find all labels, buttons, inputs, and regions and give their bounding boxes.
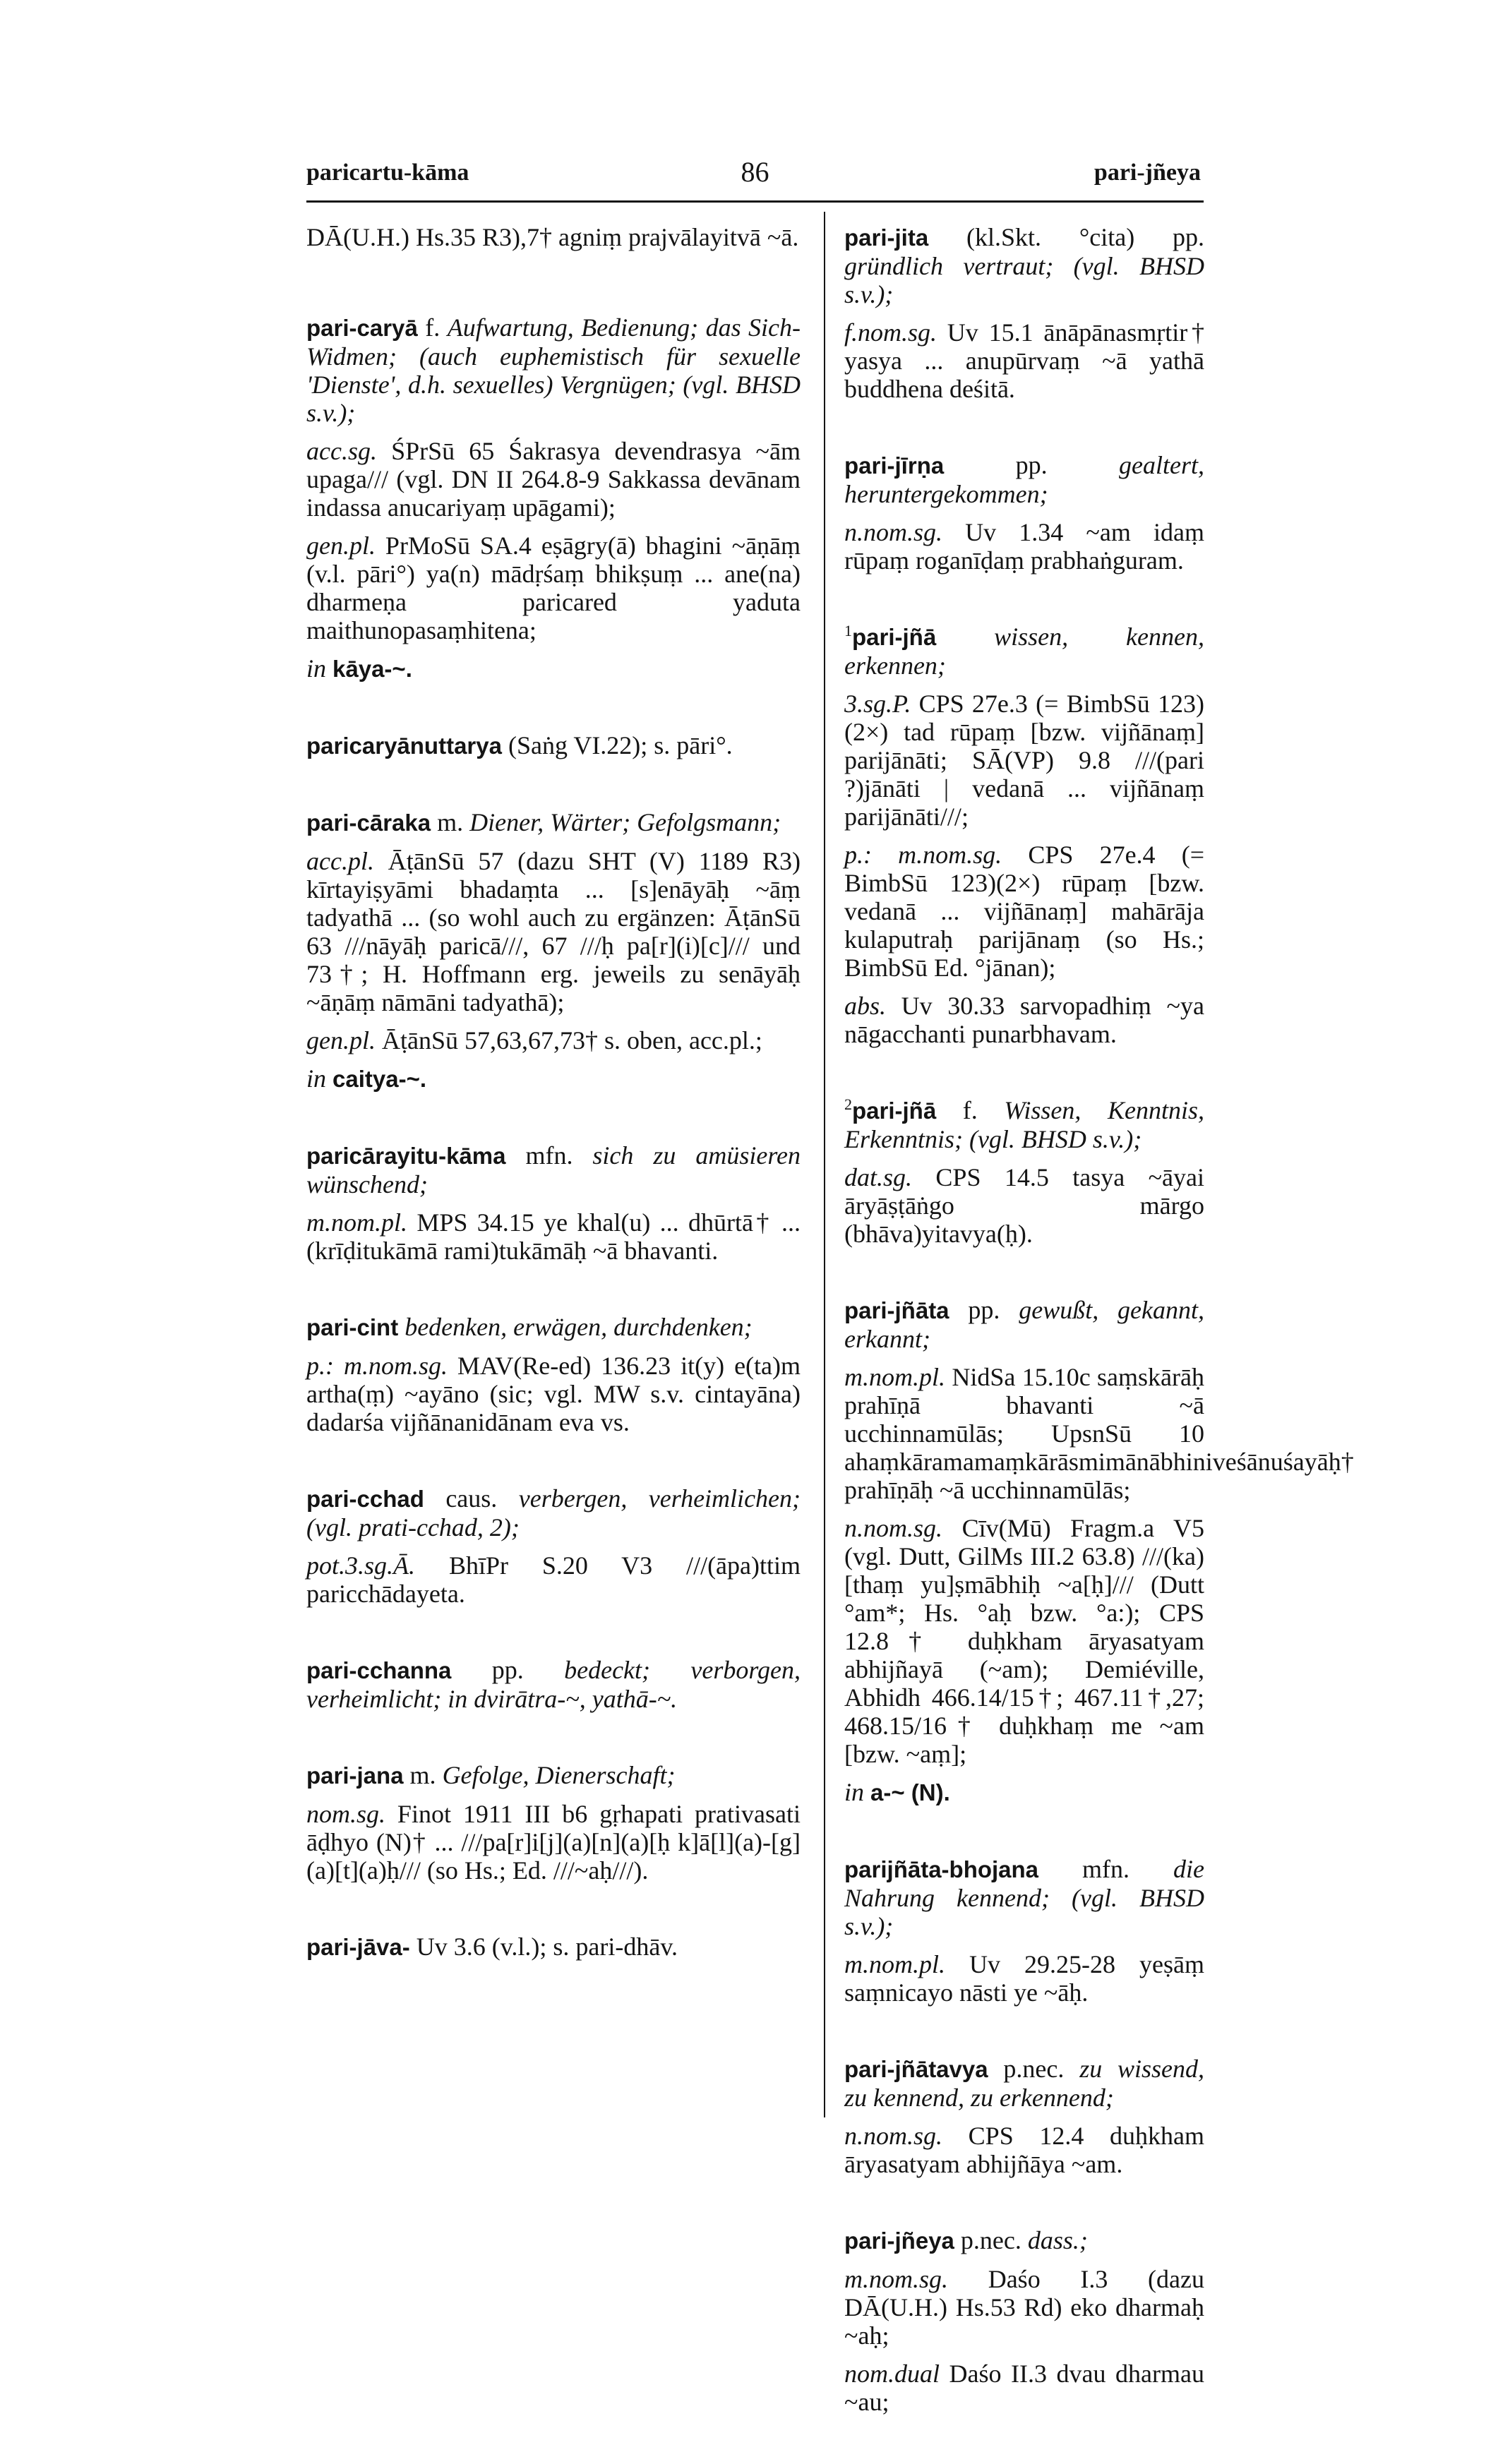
definition: wissen, kennen, erkennen; xyxy=(844,623,1204,680)
headword: pari-cchad xyxy=(306,1486,424,1512)
citation: ĀṭānSū 57 (dazu SHT (V) 1189 R3) kīrtayiṣyāmi bhadaṃta ... [s]enāyāḥ ~āṃ tadyathā ... (so wohl auch zu ergänzen: ĀṭānSū 63 ///nāyāḥ paricā///, 67 ///ḥ pa[r](i)[c]/// und 73†; H. Hoffmann erg. jeweils zu senāyāḥ ~āṇāṃ nāmāni tadyathā); xyxy=(306,847,801,1016)
headword: pari-jita xyxy=(844,224,929,251)
headword: paricaryānuttarya xyxy=(306,733,502,759)
definition: Diener, Wärter; Gefolgsmann; xyxy=(469,808,781,836)
headword: pari-cchanna xyxy=(306,1657,452,1683)
citation: Uv 30.33 sarvopadhiṃ ~ya nāgacchanti punarbhavam. xyxy=(844,992,1204,1048)
form-label: nom.sg. xyxy=(306,1800,386,1828)
citation: BhīPr S.20 V3 ///(āpa)ttim paricchādayeta. xyxy=(306,1551,801,1608)
dictionary-entry xyxy=(306,223,801,251)
definition: zu wissend, zu kennend, zu erkennend; xyxy=(844,2055,1205,2112)
grammar: p.nec. xyxy=(1003,2055,1065,2083)
dictionary-entry xyxy=(306,1656,801,1713)
definition: gealtert, heruntergekommen; xyxy=(844,451,1204,508)
left-column xyxy=(306,223,801,2009)
dictionary-entry xyxy=(844,1096,1204,1248)
grammar: pp. xyxy=(1015,451,1048,479)
form-label: in xyxy=(306,654,327,683)
definition: bedenken, erwägen, durchdenken; xyxy=(405,1313,753,1341)
dictionary-entry xyxy=(844,223,1204,403)
dictionary-entry xyxy=(844,451,1204,575)
form-label: pot.3.sg.Ā. xyxy=(306,1551,416,1580)
citation: Daśo II.3 dvau dharmau ~au; xyxy=(844,2360,1205,2416)
dictionary-entry xyxy=(306,313,801,683)
cross-reference: Uv 3.6 (v.l.); s. pari-dhāv. xyxy=(416,1933,678,1961)
form-label: 3.sg.P. xyxy=(844,690,911,718)
headword: pari-cāraka xyxy=(306,810,431,836)
entry-continuation: DĀ(U.H.) Hs.35 R3),7† agniṃ prajvālayitvā ~ā. xyxy=(306,223,799,251)
headword: parijñāta-bhojana xyxy=(844,1856,1039,1882)
form-label: dat.sg. xyxy=(844,1163,913,1191)
grammar: mfn. xyxy=(525,1141,573,1170)
headword: pari-jñā xyxy=(852,624,937,650)
citation: Daśo I.3 (dazu DĀ(U.H.) Hs.53 Rd) eko dharmaḥ ~aḥ; xyxy=(844,2265,1204,2350)
citation: CPS 12.4 duḥkham āryasatyam abhijñāya ~am. xyxy=(844,2122,1204,2178)
definition: Aufwartung, Bedienung; das Sich-Widmen; (auch euphemistisch für sexuelle 'Dienste', d.h. sexuelles) Vergnügen; (vgl. BHSD s.v.); xyxy=(306,313,801,427)
dictionary-entry xyxy=(844,623,1204,1048)
running-head-left: paricartu-kāma xyxy=(306,160,469,186)
headword: pari-cint xyxy=(306,1314,399,1340)
headword: pari-caryā xyxy=(306,315,418,341)
dictionary-entry xyxy=(306,808,801,1093)
right-column xyxy=(844,223,1354,2464)
definition: Wissen, Kenntnis, Erkenntnis; (vgl. BHSD s.v.); xyxy=(844,1096,1204,1153)
dictionary-entry xyxy=(306,1761,801,1885)
headword: pari-jāva- xyxy=(306,1934,410,1960)
dictionary-entry xyxy=(844,1296,1354,1807)
form-label: m.nom.pl. xyxy=(844,1363,945,1391)
compound-ref: a-~ (N). xyxy=(870,1779,950,1805)
form-label: in xyxy=(844,1778,865,1806)
definition: Gefolge, Dienerschaft; xyxy=(442,1761,676,1789)
grammar: pp. xyxy=(491,1656,524,1684)
headword: paricārayitu-kāma xyxy=(306,1143,506,1169)
form-label: f.nom.sg. xyxy=(844,318,937,347)
citation: Uv 1.34 ~am idaṃ rūpaṃ roganīḍaṃ prabhaṅguram. xyxy=(844,518,1205,575)
grammar: f. xyxy=(425,313,441,342)
citation: MPS 34.15 ye khal(u) ... dhūrtā† ... (krīḍitukāmā rami)tukāmāḥ ~ā bhavanti. xyxy=(306,1208,801,1265)
page-number: 86 xyxy=(741,156,769,188)
cross-reference: (Saṅg VI.22); s. pāri°. xyxy=(508,731,733,759)
form-label: n.nom.sg. xyxy=(844,1514,943,1542)
form-label: gen.pl. xyxy=(306,531,376,560)
headword: pari-jñeya xyxy=(844,2228,954,2254)
dictionary-entry xyxy=(306,731,801,760)
grammar: m. xyxy=(437,808,464,836)
definition: sich zu amüsieren wünschend; xyxy=(306,1141,801,1198)
grammar: mfn. xyxy=(1082,1855,1130,1883)
citation: Uv 15.1 ānāpānasmṛtir† yasya ... anupūrvaṃ ~ā yathā buddhena deśitā. xyxy=(844,318,1205,403)
dictionary-entry xyxy=(306,1141,801,1265)
definition: die Nahrung kennend; (vgl. BHSD s.v.); xyxy=(844,1855,1204,1940)
column-divider xyxy=(824,212,825,2117)
citation: CPS 27e.3 (= BimbSū 123)(2×) tad rūpaṃ [bzw. vijñānaṃ] parijānāti; SĀ(VP) 9.8 ///(pari ?)jānāti | vedanā ... vijñānaṃ parijānāti///; xyxy=(844,690,1204,831)
definition: bedeckt; verborgen, verheimlicht; in dvirātra-~, yathā-~. xyxy=(306,1656,801,1713)
homonym-number: 1 xyxy=(844,622,852,639)
headword: pari-jīrṇa xyxy=(844,452,945,479)
grammar: pp. xyxy=(968,1296,1000,1324)
form-label: in xyxy=(306,1064,327,1093)
form-label: nom.dual xyxy=(844,2360,940,2388)
compound-ref: caitya-~. xyxy=(332,1066,427,1092)
headword: pari-jñāta xyxy=(844,1297,949,1323)
citation: Uv 29.25-28 yeṣāṃ saṃnicayo nāsti ye ~āḥ. xyxy=(844,1950,1204,2007)
form-label: m.nom.pl. xyxy=(844,1950,945,1978)
dictionary-entry xyxy=(844,2055,1204,2178)
citation: ŚPrSū 65 Śakrasya devendrasya ~ām upaga/// (vgl. DN II 264.8-9 Sakkassa devānam indassa anucariyaṃ upāgami); xyxy=(306,437,801,522)
dictionary-entry xyxy=(306,1313,801,1436)
dictionary-entry xyxy=(306,1933,801,1961)
definition: verbergen, verheimlichen; (vgl. prati-cchad, 2); xyxy=(306,1484,801,1541)
grammar: caus. xyxy=(445,1484,498,1513)
headword: pari-jñā xyxy=(852,1098,937,1124)
citation: PrMoSū SA.4 eṣāgry(ā) bhagini ~āṇāṃ (v.l. pāri°) ya(n) mādṛśaṃ bhikṣuṃ ... ane(na) dharmeṇa paricared yaduta maithunopasaṃhitena; xyxy=(306,531,801,644)
citation: Finot 1911 III b6 gṛhapati prativasati āḍhyo (N)† ... ///pa[r]i[j](a)[n](a)[ḥ k]ā[l](a)-[g](a)[t](a)ḥ/// (so Hs.; Ed. ///~aḥ///). xyxy=(306,1800,801,1885)
header-rule xyxy=(306,200,1204,203)
definition: gewußt, gekannt, erkannt; xyxy=(844,1296,1205,1353)
dictionary-entry xyxy=(844,2226,1204,2416)
headword: pari-jana xyxy=(306,1762,404,1789)
grammar: m. xyxy=(409,1761,436,1789)
citation: MAV(Re-ed) 136.23 it(y) e(ta)m artha(ṃ) ~ayāno (sic; vgl. MW s.v. cintayāna) dadarśa vijñānanidānam eva vs. xyxy=(306,1352,801,1436)
headword: pari-jñātavya xyxy=(844,2056,988,2082)
form-label: p.: m.nom.sg. xyxy=(306,1352,448,1380)
form-label: n.nom.sg. xyxy=(844,2122,943,2150)
form-label: m.nom.pl. xyxy=(306,1208,407,1237)
citation: Cīv(Mū) Fragm.a V5 (vgl. Dutt, GilMs III.2 63.8) ///(ka)[thaṃ yu]ṣmābhiḥ ~a[ḥ]/// (Dutt °am*; Hs. °aḥ bzw. °a:); CPS 12.8† duḥkham āryasatyam abhijñayā (~am); Demiéville, Abhidh 466.14/15†; 467.11†,27; 468.15/16† duḥkhaṃ me ~am [bzw. ~aṃ]; xyxy=(844,1514,1204,1768)
form-label: n.nom.sg. xyxy=(844,518,943,546)
form-label: acc.sg. xyxy=(306,437,377,465)
compound-ref: kāya-~. xyxy=(332,656,412,682)
running-head-right: pari-jñeya xyxy=(1093,160,1201,186)
citation: CPS 14.5 tasya ~āyai āryāṣṭāṅgo mārgo (bhāva)yitavya(ḥ). xyxy=(844,1163,1205,1248)
citation: NidSa 15.10c saṃskārāḥ prahīṇā bhavanti ~ā ucchinnamūlās; UpsnSū 10 ahaṃkāramamaṃkārāsmimānābhiniveśānuśayāḥ† prahīṇāḥ ~ā ucchinnamūlās; xyxy=(844,1363,1354,1504)
homonym-number: 2 xyxy=(844,1095,852,1113)
citation: ĀṭānSū 57,63,67,73† s. oben, acc.pl.; xyxy=(381,1026,762,1054)
dictionary-entry xyxy=(306,1484,801,1608)
form-label: acc.pl. xyxy=(306,847,374,875)
form-label: gen.pl. xyxy=(306,1026,376,1054)
grammar: f. xyxy=(962,1096,978,1124)
dictionary-entry xyxy=(844,1855,1204,2007)
grammar: (kl.Skt. °cita) pp. xyxy=(966,223,1204,251)
form-label: abs. xyxy=(844,992,887,1020)
grammar: p.nec. xyxy=(960,2226,1021,2254)
definition: dass.; xyxy=(1027,2226,1088,2254)
definition: gründlich vertraut; (vgl. BHSD s.v.); xyxy=(844,252,1204,308)
form-label: p.: m.nom.sg. xyxy=(844,841,1002,869)
citation: CPS 27e.4 (= BimbSū 123)(2×) rūpaṃ [bzw. vedanā ... vijñānaṃ] mahārāja kulaputraḥ parijānaṃ (so Hs.; BimbSū Ed. °jānan); xyxy=(844,841,1205,982)
form-label: m.nom.sg. xyxy=(844,2265,949,2293)
